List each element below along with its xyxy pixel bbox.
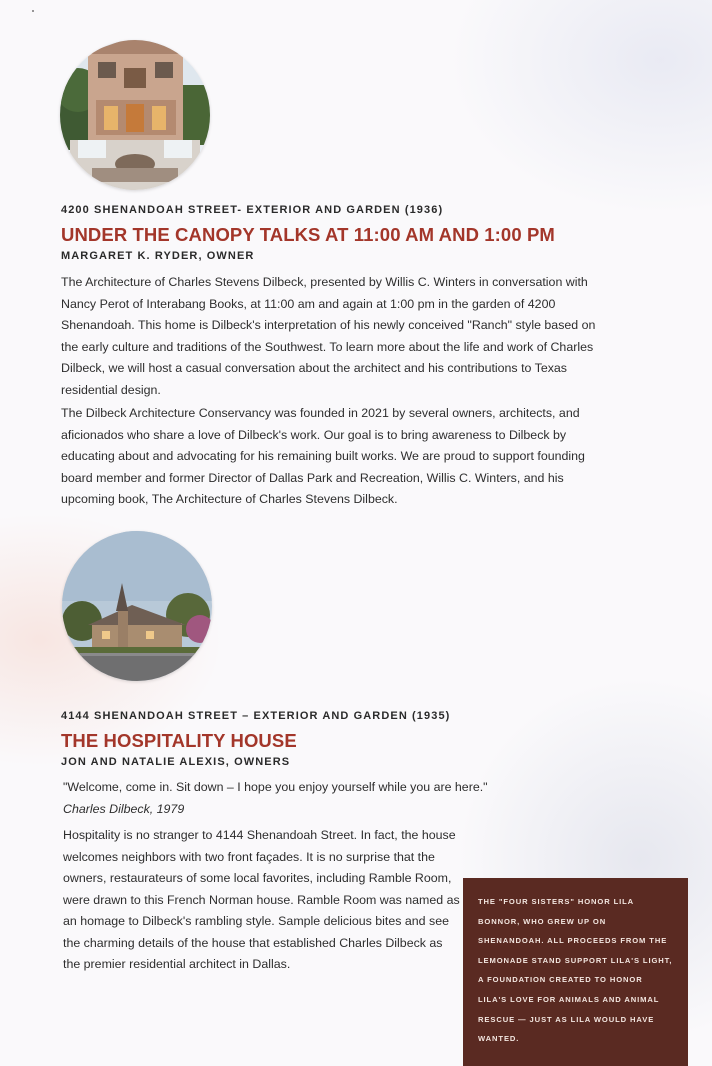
dilbeck-quote: "Welcome, come in. Sit down – I hope you enjoy yourself while you are here." (63, 780, 488, 794)
section1-title: UNDER THE CANOPY TALKS AT 11:00 AM AND 1:00 PM (61, 224, 555, 245)
section1-owner: MARGARET K. RYDER, OWNER (61, 250, 255, 262)
section2-title: THE HOSPITALITY HOUSE (61, 730, 297, 751)
section1-paragraph-2: The Dilbeck Architecture Conservancy was founded in 2021 by several owners, architects, and aficionados who share a love of Dilbeck's work. Our goal is to bring awareness to Dilbeck by educating about and advocating for his remaining built works. We are proud to support founding board member and former Director of Dallas Park and Recreation, Willis C. Winters, and his upcoming book, The Architecture of Charles Stevens Dilbeck. (61, 406, 585, 506)
section2-owner: JON AND NATALIE ALEXIS, OWNERS (61, 756, 291, 768)
section1-eyebrow: 4200 SHENANDOAH STREET- EXTERIOR AND GARDEN (1936) (61, 204, 444, 216)
print-mark (32, 10, 34, 12)
house-photo-4200-shenandoah (60, 40, 210, 190)
section1-paragraph-1: The Architecture of Charles Stevens Dilbeck, presented by Willis C. Winters in conversation with Nancy Perot of Interabang Books, at 11:00 am and again at 1:00 pm in the garden of 4200 Shenandoah. This home is Dilbeck's interpretation of his newly conceived "Ranch" style based on the early culture and traditions of the Southwest. To learn more about the life and work of Charles Dilbeck, we will host a casual conversation about the architect and his contributions to Texas residential design. (61, 275, 596, 397)
lemonade-stand-sidebar (463, 878, 688, 1066)
section2-paragraph: Hospitality is no stranger to 4144 Shenandoah Street. In fact, the house welcomes neighbors with two front façades. It is no surprise that the owners, restaurateurs of some local favorites, including Ramble Room, were drawn to this French Norman house. Ramble Room was named as an homage to Dilbeck's rambling style. Sample delicious bites and see the charming details of the house that established Charles Dilbeck as the premier residential architect in Dallas. (63, 828, 460, 971)
quote-attribution: Charles Dilbeck, 1979 (63, 802, 185, 816)
sidebar-text: THE "FOUR SISTERS" HONOR LILA BONNOR, WHO GREW UP ON SHENANDOAH. ALL PROCEEDS FROM THE LEMONADE STAND SUPPORT LILA'S LIGHT, A FOUNDATION CREATED TO HONOR LILA'S LOVE FOR ANIMALS AND ANIMAL RESCUE — JUST AS LILA WOULD HAVE WANTED. (478, 897, 673, 1044)
house-photo-4144-shenandoah (62, 531, 212, 681)
section2-eyebrow: 4144 SHENANDOAH STREET – EXTERIOR AND GARDEN (1935) (61, 710, 451, 722)
